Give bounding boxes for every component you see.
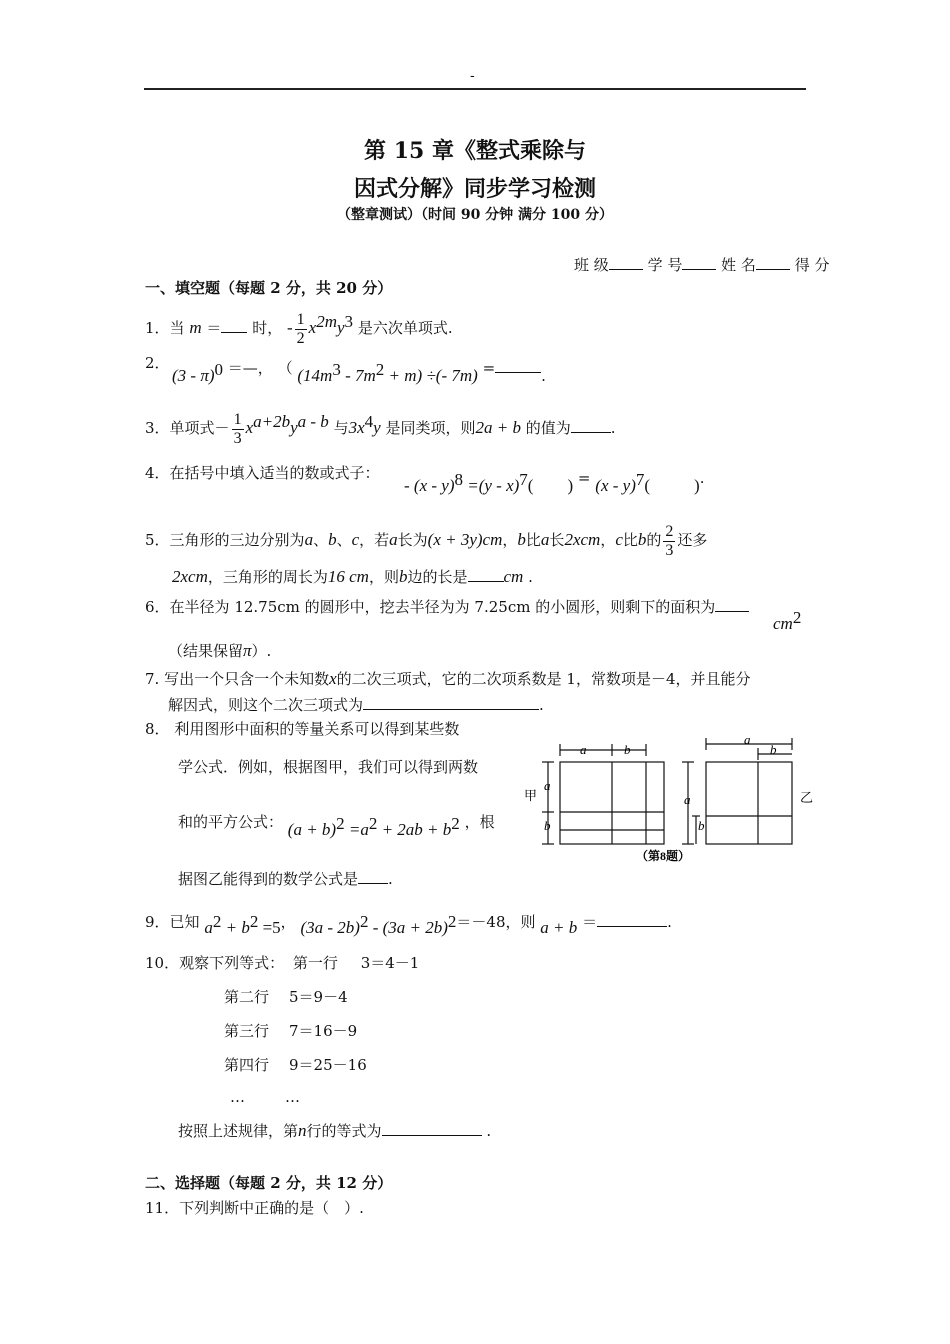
question-2-body: (3 - π)$^0$ ＝—， （ $(14m^3 - 7m^2 + m)$ ÷(- 7m) = . (172, 359, 546, 385)
question-5-line-2: 2xcm，三角形的周长为16 cm，则b边的长是 cm . (172, 567, 533, 586)
class-blank[interactable] (609, 255, 643, 270)
q10-row-1-label: 第一行 (292, 954, 338, 972)
q9-blank[interactable] (597, 912, 667, 927)
title-line-2: 因式分解》同步学习检测 (353, 176, 596, 202)
question-1: 1．当 m ＝ 时， - $\frac{1}{2}$ $x^{2m}y^3$ 是六次单项式. (145, 310, 453, 347)
jia-label-b-left: b (544, 818, 551, 833)
q3-blank[interactable] (571, 418, 611, 433)
figure-caption: （第8题） (636, 849, 691, 863)
q8-figure (520, 730, 820, 870)
question-10: 10．观察下列等式： 第一行 3＝4－1 (145, 954, 420, 972)
yi-label-b-top: b (770, 742, 777, 757)
question-2: 2． (145, 354, 170, 372)
question-7: 7. 写出一个只含一个未知数x的二次三项式，它的二次项系数是 1，常数项是－4，并且能分 (145, 669, 751, 688)
q10-blank[interactable] (382, 1121, 482, 1136)
q6-blank[interactable] (715, 597, 749, 612)
header-rule (144, 88, 806, 90)
figure-jia (542, 744, 664, 844)
question-6-unit: $cm^2$ (773, 608, 802, 633)
q10-row-1-eq: 3＝4－1 (360, 954, 420, 972)
question-4: 4．在括号中填入适当的数或式子： (145, 464, 380, 482)
jia-label-a-left: a (544, 778, 551, 793)
title-line-1: 第 15 章《整式乘除与 (364, 138, 586, 164)
number-blank[interactable] (682, 255, 716, 270)
number-label: 学 号 (647, 256, 683, 274)
name-label: 姓 名 (721, 256, 756, 274)
question-8-line-2: 学公式．例如，根据图甲，我们可以得到两数 (178, 758, 479, 776)
q5-blank[interactable] (468, 567, 504, 582)
question-11: 11．下列判断中正确的是（ ）. (145, 1199, 364, 1217)
jia-label: 甲 (524, 788, 538, 803)
question-7-line-2: 解因式，则这个二次三项式为 . (168, 696, 544, 714)
q10-last-line: 按照上述规律，第n行的等式为 . (178, 1121, 492, 1140)
question-3: 3．单项式－ $\frac{1}{3}$ $x^{a+2b}y^{a - b}$ 与$3x^4y$ 是同类项，则2a + b 的值为 . (145, 410, 616, 447)
question-8-line-4: 据图乙能得到的数学公式是 . (178, 870, 393, 888)
q10-row-3: 第三行 7＝16－9 (224, 1022, 358, 1040)
question-5: 5．三角形的三边分别为a、b、c，若a长为(x + 3y)cm，b比a长2xcm，c比b的 $\frac{2}{3}$ 还多 (145, 522, 708, 559)
q10-row-2: 第二行 5＝9－4 (224, 988, 348, 1006)
class-label: 班 级 (574, 256, 609, 274)
header-dash: - (470, 68, 475, 84)
score-label: 得 分 (794, 256, 830, 274)
name-blank[interactable] (756, 255, 790, 270)
yi-label-b-left: b (698, 818, 705, 833)
question-4-expr: - (x - y)$^8$ =(y - x)$^7$( ) = (x - y)$^7$( ). (404, 469, 705, 495)
student-info (574, 254, 829, 275)
section-2-heading: 二、选择题（每题 2 分，共 12 分） (145, 1174, 393, 1192)
jia-label-b-top: b (624, 742, 631, 757)
q7-blank[interactable] (363, 695, 539, 710)
subtitle: （整章测试）（时间 90 分钟 满分 100 分） (336, 207, 614, 223)
jia-label-a-top: a (580, 742, 587, 757)
yi-label-a-top: a (744, 732, 751, 747)
q10-row-5: … … (230, 1088, 300, 1106)
q8-blank[interactable] (358, 869, 388, 884)
yi-label: 乙 (800, 790, 814, 805)
q2-blank[interactable] (495, 358, 541, 373)
q10-row-4: 第四行 9＝25－16 (224, 1056, 367, 1074)
question-9: 9．已知 $a^2 + b^2 =5$， $(3a - 2b)^2 - (3a + 2b)^2=-48$，则 a + b ＝ . (145, 912, 672, 937)
question-8-line-3: 和的平方公式： $(a + b)^2 =a^2 + 2ab + b^2$ ，根 (178, 813, 495, 839)
q1-blank[interactable] (221, 318, 247, 333)
section-1-heading: 一、填空题（每题 2 分，共 20 分） (145, 279, 393, 297)
question-8: 8． 利用图形中面积的等量关系可以得到某些数 (145, 720, 460, 738)
question-6-line-2: （结果保留π）. (168, 641, 272, 660)
question-6: 6．在半径为 12.75cm 的圆形中，挖去半径为为 7.25cm 的小圆形，则剩下的面积为 (145, 596, 749, 617)
yi-label-a-left: a (684, 792, 691, 807)
